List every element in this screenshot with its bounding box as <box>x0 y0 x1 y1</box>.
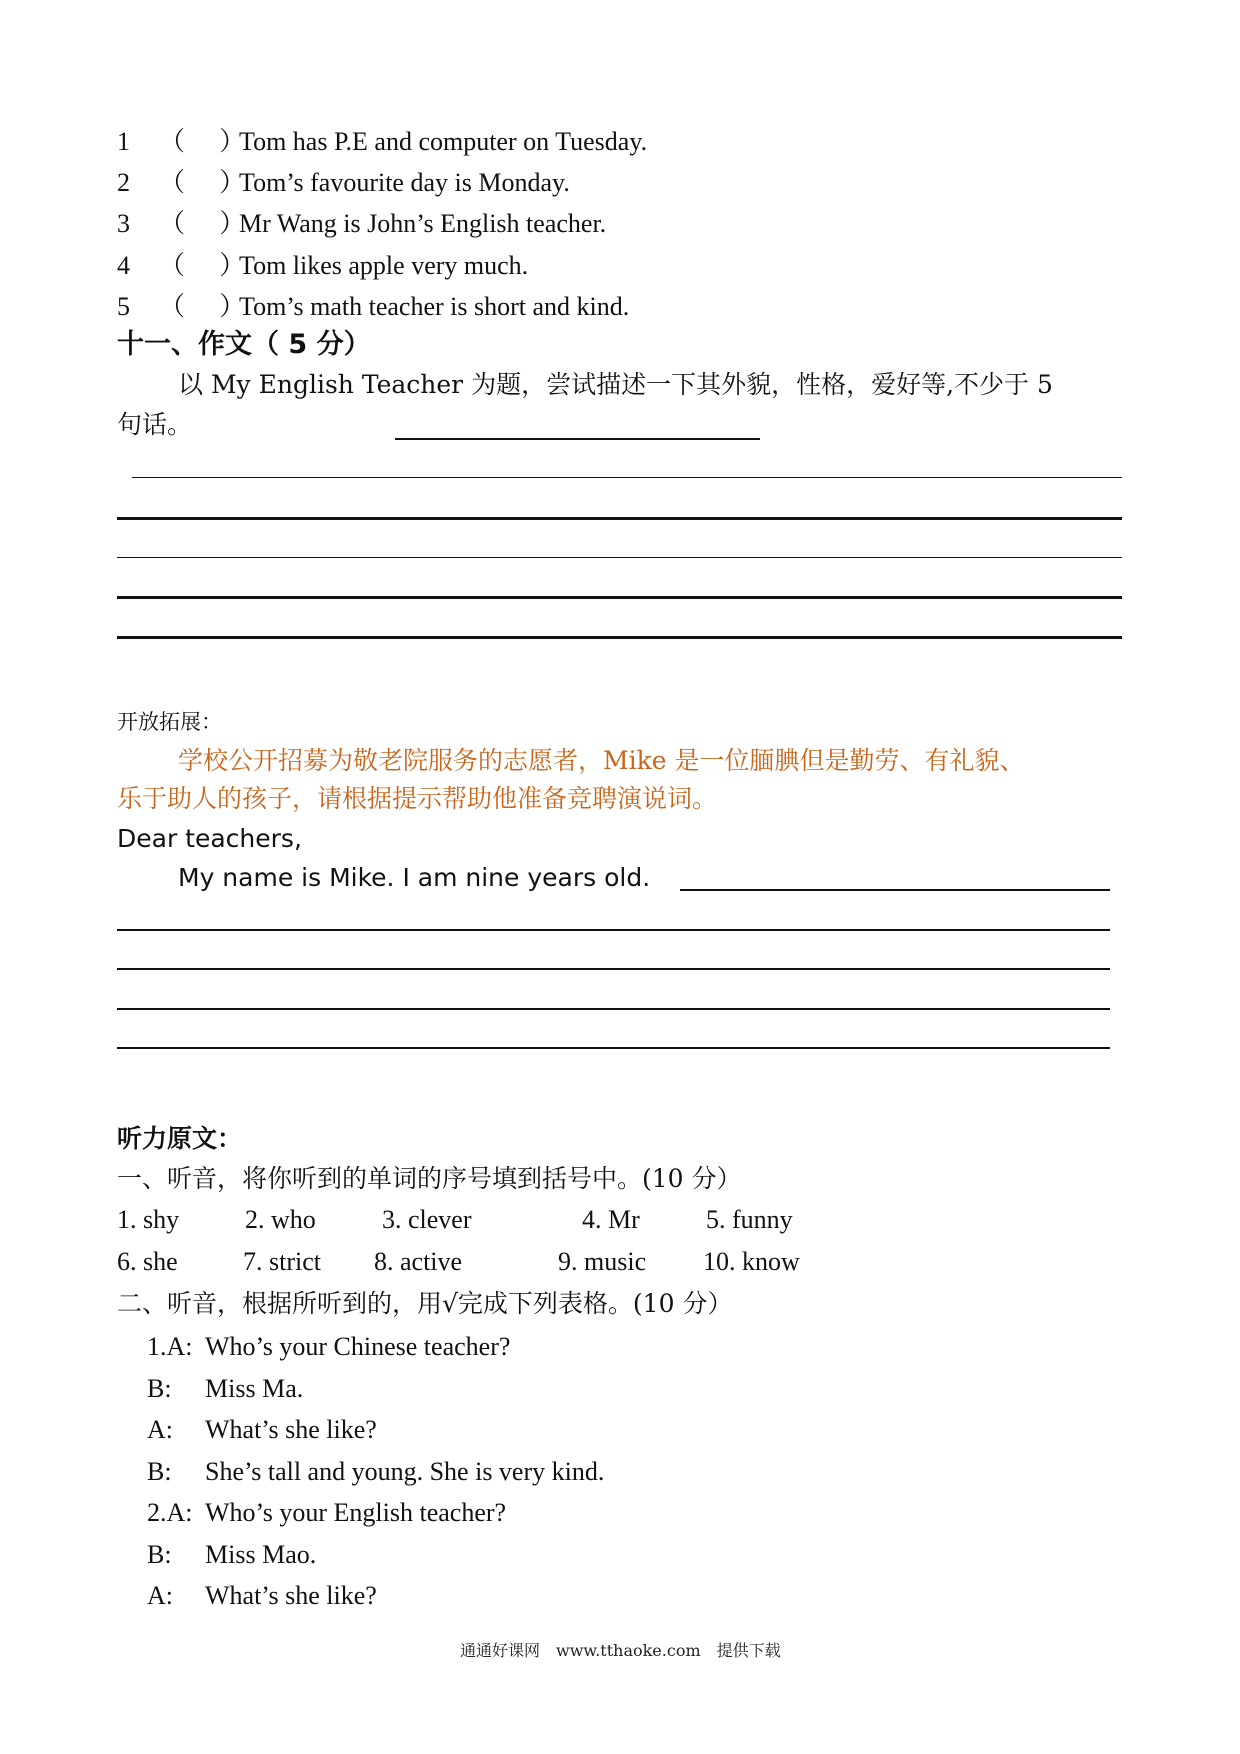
speech-opening: My name is Mike. I am nine years old. <box>178 863 651 892</box>
speech-line[interactable] <box>680 889 1110 891</box>
writing-line[interactable] <box>132 477 1122 478</box>
writing-line[interactable] <box>117 636 1122 639</box>
answer-blank: （ ） <box>159 127 246 157</box>
word-item: 7. strict <box>243 1247 321 1276</box>
section1-heading: 一、听音，将你听到的单词的序号填到括号中。(10 分） <box>117 1164 742 1193</box>
extension-instruction-line2: 乐于助人的孩子，请根据提示帮助他准备竞聘演说词。 <box>117 784 718 813</box>
item-number: 2 <box>117 168 130 197</box>
speech-line[interactable] <box>117 929 1110 931</box>
dialogue-text: Miss Ma. <box>205 1374 304 1403</box>
writing-line[interactable] <box>117 596 1122 599</box>
word-item: 3. clever <box>382 1205 472 1234</box>
item-text: Tom has P.E and computer on Tuesday. <box>239 127 648 156</box>
tf-item <box>117 167 570 199</box>
speaker-label: B: <box>147 1540 172 1569</box>
speaker-label: B: <box>147 1457 172 1486</box>
dialogue-text: Who’s your English teacher? <box>205 1498 507 1527</box>
listening-title: 听力原文： <box>117 1124 243 1153</box>
item-text: Tom likes apple very much. <box>239 251 529 280</box>
writing-line[interactable] <box>117 517 1122 520</box>
item-text: Mr Wang is John’s English teacher. <box>239 209 607 238</box>
speaker-label: A: <box>147 1415 173 1444</box>
dialogue-text: Who’s your Chinese teacher? <box>205 1332 511 1361</box>
item-text: Tom’s favourite day is Monday. <box>239 168 570 197</box>
word-item: 2. who <box>245 1205 316 1234</box>
word-item: 9. music <box>558 1247 647 1276</box>
word-item: 8. active <box>374 1247 463 1276</box>
page-footer: 通通好课网 www.tthaoke.com 提供下载 <box>460 1641 781 1660</box>
tf-item <box>117 208 606 240</box>
item-number: 3 <box>117 209 130 238</box>
composition-prompt-line1: 以 My English Teacher 为题，尝试描述一下其外貌，性格，爱好等,不少于 5 <box>178 370 1053 399</box>
item-number: 4 <box>117 251 130 280</box>
dialogue-line <box>147 1539 316 1571</box>
word-item: 4. Mr <box>582 1205 640 1234</box>
speaker-label: 1.A: <box>147 1332 193 1361</box>
dialogue-text: She’s tall and young. She is very kind. <box>205 1457 605 1486</box>
tf-item <box>117 250 528 282</box>
speech-greeting: Dear teachers, <box>117 824 302 853</box>
item-number: 5 <box>117 292 130 321</box>
composition-prompt-line2: 句话。 <box>117 410 193 439</box>
dialogue-line <box>147 1497 506 1529</box>
item-number: 1 <box>117 127 130 156</box>
title-blank-line[interactable] <box>395 438 760 440</box>
item-text: Tom’s math teacher is short and kind. <box>239 292 630 321</box>
answer-blank: （ ） <box>159 292 246 322</box>
speech-line[interactable] <box>117 1047 1110 1049</box>
dialogue-text: What’s she like? <box>205 1581 377 1610</box>
extension-label: 开放拓展： <box>117 710 222 734</box>
speech-line[interactable] <box>117 1008 1110 1010</box>
speaker-label: B: <box>147 1374 172 1403</box>
answer-blank: （ ） <box>159 168 246 198</box>
dialogue-line <box>147 1580 377 1612</box>
tf-item <box>117 291 629 323</box>
speech-line[interactable] <box>117 968 1110 970</box>
answer-blank: （ ） <box>159 251 246 281</box>
dialogue-text: Miss Mao. <box>205 1540 317 1569</box>
answer-blank: （ ） <box>159 209 246 239</box>
speaker-label: 2.A: <box>147 1498 193 1527</box>
dialogue-line <box>147 1331 510 1363</box>
dialogue-line <box>147 1456 604 1488</box>
word-item: 10. know <box>703 1247 800 1276</box>
dialogue-line <box>147 1414 377 1446</box>
writing-line[interactable] <box>117 557 1122 558</box>
speaker-label: A: <box>147 1581 173 1610</box>
composition-heading: 十一、作文（ 5 分） <box>117 329 371 360</box>
tf-item <box>117 126 647 158</box>
word-item: 1. shy <box>117 1205 180 1234</box>
word-item: 6. she <box>117 1247 178 1276</box>
extension-instruction-line1: 学校公开招募为敬老院服务的志愿者，Mike 是一位腼腆但是勤劳、有礼貌、 <box>178 746 1025 775</box>
dialogue-line <box>147 1373 303 1405</box>
dialogue-text: What’s she like? <box>205 1415 377 1444</box>
word-item: 5. funny <box>706 1205 793 1234</box>
section2-heading: 二、听音，根据所听到的，用√完成下列表格。(10 分） <box>117 1289 733 1318</box>
